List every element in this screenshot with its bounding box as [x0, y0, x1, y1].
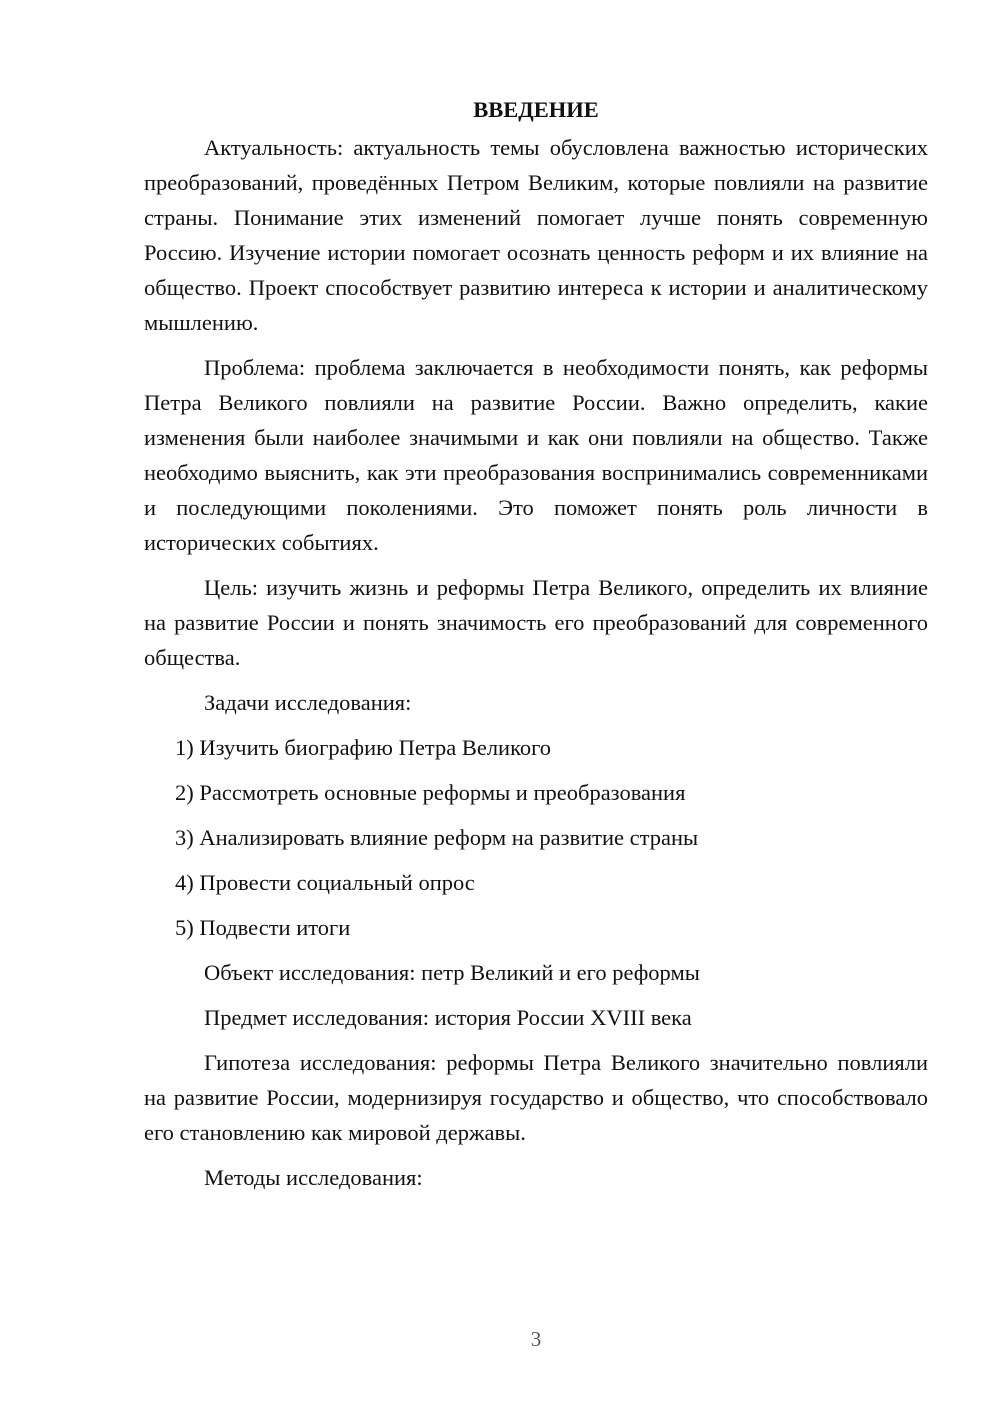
hypothesis-paragraph: Гипотеза исследования: реформы Петра Великого значительно повлияли на развитие России, модернизируя государство и общество, что способствовало его становлению как мировой державы. — [144, 1050, 928, 1145]
object-line: Объект исследования: петр Великий и его реформы — [204, 960, 700, 985]
task-item: 2) Рассмотреть основные реформы и преобразования — [175, 780, 686, 805]
task-item: 5) Подвести итоги — [175, 915, 351, 940]
task-item: 4) Провести социальный опрос — [175, 870, 475, 895]
tasks-heading: Задачи исследования: — [204, 690, 412, 715]
task-item: 3) Анализировать влияние реформ на развитие страны — [175, 825, 699, 850]
goal-paragraph: Цель: изучить жизнь и реформы Петра Великого, определить их влияние на развитие России и понять значимость его преобразований для современного общества. — [144, 575, 928, 670]
problem-paragraph: Проблема: проблема заключается в необходимости понять, как реформы Петра Великого повлияли на развитие России. Важно определить, какие изменения были наиболее значимыми и как они повлияли на общество. Также необходимо выяснить, как эти преобразования воспринимались современниками и последующими поколениями. Это поможет понять роль личности в исторических событиях. — [144, 355, 928, 555]
document-content — [144, 92, 928, 1205]
methods-heading: Методы исследования: — [204, 1165, 423, 1190]
task-item: 1) Изучить биографию Петра Великого — [175, 735, 552, 760]
section-title: ВВЕДЕНИЕ — [473, 97, 599, 122]
subject-line: Предмет исследования: история России XVIII века — [204, 1005, 692, 1030]
page-number: 3 — [530, 1327, 542, 1351]
relevance-paragraph: Актуальность: актуальность темы обусловлена важностью исторических преобразований, проведённых Петром Великим, которые повлияли на развитие страны. Понимание этих изменений помогает лучше понять современную Россию. Изучение истории помогает осознать ценность реформ и их влияние на общество. Проект способствует развитию интереса к истории и аналитическому мышлению. — [144, 135, 928, 335]
